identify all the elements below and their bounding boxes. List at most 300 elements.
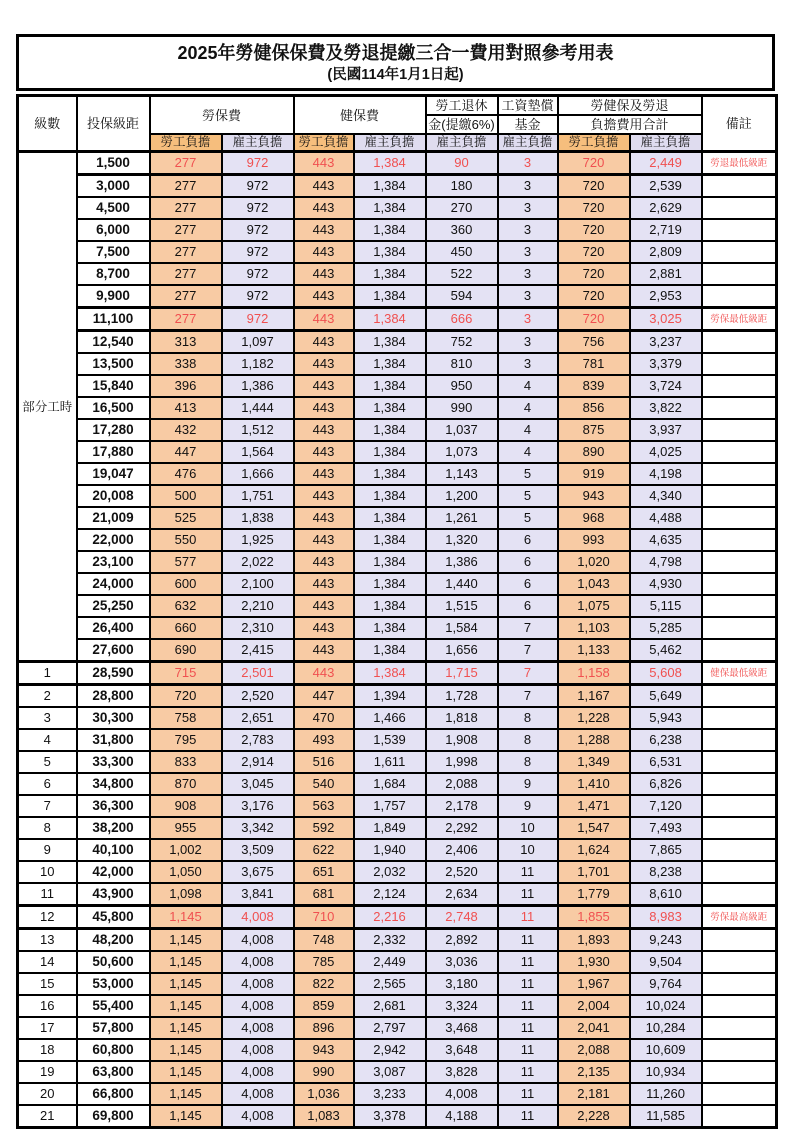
wage-fund-cell: 11 <box>498 883 558 906</box>
health-employer-cell: 1,384 <box>354 241 426 263</box>
health-employer-cell: 1,757 <box>354 795 426 817</box>
bracket-cell: 24,000 <box>77 573 150 595</box>
table-row <box>18 861 777 883</box>
labor-employer-cell: 3,841 <box>222 883 294 906</box>
pension-employer-cell: 2,634 <box>426 883 498 906</box>
health-employee-cell: 443 <box>294 285 354 308</box>
table-row <box>18 817 777 839</box>
total-employee-cell: 2,088 <box>558 1039 630 1061</box>
note-cell <box>702 175 777 198</box>
note-cell <box>702 1061 777 1083</box>
labor-employee-cell: 600 <box>150 573 222 595</box>
pension-employer-cell: 2,292 <box>426 817 498 839</box>
table-row <box>18 197 777 219</box>
health-employer-cell: 2,449 <box>354 951 426 973</box>
labor-employer-cell: 1,512 <box>222 419 294 441</box>
bracket-cell: 28,800 <box>77 685 150 708</box>
labor-employee-cell: 500 <box>150 485 222 507</box>
wage-fund-cell: 3 <box>498 175 558 198</box>
total-employer-cell: 4,635 <box>630 529 702 551</box>
bracket-cell: 60,800 <box>77 1039 150 1061</box>
health-employee-cell: 443 <box>294 617 354 639</box>
total-employer-cell: 6,826 <box>630 773 702 795</box>
labor-employee-cell: 338 <box>150 353 222 375</box>
health-employee-cell: 443 <box>294 507 354 529</box>
level-cell: 13 <box>18 929 77 952</box>
health-employer-cell: 1,384 <box>354 285 426 308</box>
health-employee-cell: 748 <box>294 929 354 952</box>
note-cell <box>702 839 777 861</box>
health-employer-cell: 2,797 <box>354 1017 426 1039</box>
labor-employer-cell: 4,008 <box>222 973 294 995</box>
labor-employee-cell: 1,145 <box>150 973 222 995</box>
labor-employee-cell: 1,145 <box>150 995 222 1017</box>
wage-fund-cell: 8 <box>498 707 558 729</box>
health-employee-cell: 563 <box>294 795 354 817</box>
note-cell <box>702 419 777 441</box>
labor-employer-cell: 2,651 <box>222 707 294 729</box>
bracket-cell: 9,900 <box>77 285 150 308</box>
labor-employer-cell: 1,925 <box>222 529 294 551</box>
table-row <box>18 241 777 263</box>
total-employee-cell: 1,158 <box>558 662 630 685</box>
labor-employee-cell: 277 <box>150 219 222 241</box>
wage-fund-cell: 6 <box>498 573 558 595</box>
labor-employee-cell: 632 <box>150 595 222 617</box>
health-employer-cell: 1,384 <box>354 617 426 639</box>
total-employee-cell: 2,004 <box>558 995 630 1017</box>
bracket-cell: 17,880 <box>77 441 150 463</box>
total-employee-cell: 720 <box>558 285 630 308</box>
total-employee-cell: 1,043 <box>558 573 630 595</box>
total-employer-cell: 4,798 <box>630 551 702 573</box>
note-cell <box>702 573 777 595</box>
total-employer-cell: 4,198 <box>630 463 702 485</box>
pension-employer-cell: 752 <box>426 331 498 354</box>
labor-employer-cell: 1,666 <box>222 463 294 485</box>
pension-employer-cell: 4,008 <box>426 1083 498 1105</box>
labor-employer-cell: 3,045 <box>222 773 294 795</box>
note-cell <box>702 285 777 308</box>
health-employer-cell: 2,942 <box>354 1039 426 1061</box>
health-employer-cell: 2,681 <box>354 995 426 1017</box>
labor-employer-cell: 1,444 <box>222 397 294 419</box>
table-row <box>18 639 777 662</box>
bracket-cell: 8,700 <box>77 263 150 285</box>
note-cell <box>702 595 777 617</box>
pension-employer-cell: 2,520 <box>426 861 498 883</box>
note-cell <box>702 441 777 463</box>
table-row <box>18 662 777 685</box>
table-row <box>18 729 777 751</box>
table-row <box>18 929 777 952</box>
bracket-cell: 66,800 <box>77 1083 150 1105</box>
table-row <box>18 375 777 397</box>
health-employee-cell: 443 <box>294 353 354 375</box>
labor-employer-cell: 3,342 <box>222 817 294 839</box>
bracket-cell: 31,800 <box>77 729 150 751</box>
labor-employee-cell: 1,002 <box>150 839 222 861</box>
table-row <box>18 1105 777 1128</box>
health-employer-cell: 3,087 <box>354 1061 426 1083</box>
note-cell: 勞退最低級距 <box>702 152 777 175</box>
bracket-cell: 55,400 <box>77 995 150 1017</box>
health-employer-cell: 1,384 <box>354 639 426 662</box>
labor-employee-cell: 396 <box>150 375 222 397</box>
wage-fund-cell: 3 <box>498 152 558 175</box>
labor-employer-cell: 972 <box>222 152 294 175</box>
table-row <box>18 551 777 573</box>
labor-employee-cell: 690 <box>150 639 222 662</box>
total-employee-cell: 943 <box>558 485 630 507</box>
total-employee-cell: 1,103 <box>558 617 630 639</box>
total-employee-cell: 968 <box>558 507 630 529</box>
labor-employer-cell: 2,022 <box>222 551 294 573</box>
health-employee-cell: 443 <box>294 573 354 595</box>
bracket-cell: 11,100 <box>77 308 150 331</box>
table-row <box>18 1083 777 1105</box>
health-employee-cell: 443 <box>294 397 354 419</box>
table-row <box>18 973 777 995</box>
total-employee-cell: 1,547 <box>558 817 630 839</box>
note-cell <box>702 507 777 529</box>
labor-employer-cell: 4,008 <box>222 1061 294 1083</box>
labor-employer-cell: 4,008 <box>222 951 294 973</box>
health-employee-cell: 443 <box>294 595 354 617</box>
pension-employer-cell: 522 <box>426 263 498 285</box>
total-employee-cell: 856 <box>558 397 630 419</box>
col-header-level: 級數 <box>18 96 77 152</box>
note-cell <box>702 529 777 551</box>
table-row <box>18 441 777 463</box>
bracket-cell: 50,600 <box>77 951 150 973</box>
note-cell <box>702 639 777 662</box>
total-employee-cell: 720 <box>558 241 630 263</box>
note-cell <box>702 241 777 263</box>
total-employer-cell: 11,585 <box>630 1105 702 1128</box>
total-employee-cell: 1,288 <box>558 729 630 751</box>
total-employee-cell: 720 <box>558 152 630 175</box>
reference-sheet <box>16 34 775 1129</box>
labor-employer-cell: 4,008 <box>222 1039 294 1061</box>
wage-fund-cell: 3 <box>498 219 558 241</box>
level-cell: 2 <box>18 685 77 708</box>
note-cell <box>702 685 777 708</box>
wage-fund-cell: 5 <box>498 485 558 507</box>
total-employee-cell: 2,135 <box>558 1061 630 1083</box>
table-body <box>18 152 777 1128</box>
health-employee-cell: 540 <box>294 773 354 795</box>
col-header-note: 備註 <box>702 96 777 152</box>
table-row <box>18 595 777 617</box>
level-cell: 12 <box>18 906 77 929</box>
wage-fund-cell: 3 <box>498 241 558 263</box>
labor-employee-cell: 1,145 <box>150 1105 222 1128</box>
health-employer-cell: 1,384 <box>354 441 426 463</box>
total-employer-cell: 10,284 <box>630 1017 702 1039</box>
labor-employee-cell: 277 <box>150 285 222 308</box>
health-employer-cell: 1,384 <box>354 485 426 507</box>
subheader-health-employee: 勞工負擔 <box>294 134 354 152</box>
pension-employer-cell: 1,818 <box>426 707 498 729</box>
wage-fund-cell: 3 <box>498 285 558 308</box>
labor-employee-cell: 1,145 <box>150 1039 222 1061</box>
table-row <box>18 419 777 441</box>
bracket-cell: 16,500 <box>77 397 150 419</box>
bracket-cell: 15,840 <box>77 375 150 397</box>
labor-employee-cell: 758 <box>150 707 222 729</box>
labor-employee-cell: 1,145 <box>150 929 222 952</box>
level-cell: 17 <box>18 1017 77 1039</box>
labor-employer-cell: 1,838 <box>222 507 294 529</box>
wage-fund-cell: 5 <box>498 463 558 485</box>
total-employee-cell: 720 <box>558 175 630 198</box>
table-row <box>18 1061 777 1083</box>
page-subtitle: (民國114年1月1日起) <box>327 67 464 83</box>
pension-employer-cell: 1,584 <box>426 617 498 639</box>
wage-fund-cell: 4 <box>498 419 558 441</box>
table-row <box>18 795 777 817</box>
health-employer-cell: 1,384 <box>354 175 426 198</box>
subheader-pension-employer: 雇主負擔 <box>426 134 498 152</box>
level-cell: 5 <box>18 751 77 773</box>
bracket-cell: 21,009 <box>77 507 150 529</box>
bracket-cell: 36,300 <box>77 795 150 817</box>
pension-employer-cell: 2,406 <box>426 839 498 861</box>
health-employer-cell: 1,384 <box>354 551 426 573</box>
health-employer-cell: 1,384 <box>354 331 426 354</box>
subheader-labor-employee: 勞工負擔 <box>150 134 222 152</box>
bracket-cell: 26,400 <box>77 617 150 639</box>
level-cell: 20 <box>18 1083 77 1105</box>
health-employer-cell: 1,384 <box>354 397 426 419</box>
health-employee-cell: 493 <box>294 729 354 751</box>
labor-employer-cell: 2,310 <box>222 617 294 639</box>
table-row <box>18 219 777 241</box>
wage-fund-cell: 11 <box>498 1017 558 1039</box>
pension-employer-cell: 3,036 <box>426 951 498 973</box>
total-employer-cell: 9,243 <box>630 929 702 952</box>
total-employer-cell: 8,238 <box>630 861 702 883</box>
total-employee-cell: 1,410 <box>558 773 630 795</box>
labor-employer-cell: 1,182 <box>222 353 294 375</box>
subheader-wage-employer: 雇主負擔 <box>498 134 558 152</box>
total-employee-cell: 1,133 <box>558 639 630 662</box>
health-employee-cell: 943 <box>294 1039 354 1061</box>
health-employer-cell: 1,384 <box>354 507 426 529</box>
level-cell: 3 <box>18 707 77 729</box>
pension-employer-cell: 810 <box>426 353 498 375</box>
total-employer-cell: 3,237 <box>630 331 702 354</box>
health-employer-cell: 1,384 <box>354 662 426 685</box>
health-employee-cell: 443 <box>294 308 354 331</box>
pension-employer-cell: 3,648 <box>426 1039 498 1061</box>
note-cell <box>702 353 777 375</box>
labor-employer-cell: 2,520 <box>222 685 294 708</box>
total-employer-cell: 11,260 <box>630 1083 702 1105</box>
wage-fund-cell: 6 <box>498 595 558 617</box>
table-row <box>18 529 777 551</box>
health-employee-cell: 681 <box>294 883 354 906</box>
labor-employer-cell: 972 <box>222 308 294 331</box>
total-employer-cell: 2,539 <box>630 175 702 198</box>
pension-employer-cell: 1,073 <box>426 441 498 463</box>
table-row <box>18 617 777 639</box>
bracket-cell: 20,008 <box>77 485 150 507</box>
subheader-labor-employer: 雇主負擔 <box>222 134 294 152</box>
total-employee-cell: 1,855 <box>558 906 630 929</box>
total-employee-cell: 1,624 <box>558 839 630 861</box>
col-header-pension-line1: 勞工退休 <box>426 96 498 116</box>
health-employer-cell: 2,216 <box>354 906 426 929</box>
col-header-wage-fund-line2: 基金 <box>498 115 558 134</box>
labor-employee-cell: 313 <box>150 331 222 354</box>
level-cell: 8 <box>18 817 77 839</box>
wage-fund-cell: 9 <box>498 773 558 795</box>
health-employer-cell: 2,332 <box>354 929 426 952</box>
total-employer-cell: 5,285 <box>630 617 702 639</box>
table-row <box>18 175 777 198</box>
pension-employer-cell: 1,037 <box>426 419 498 441</box>
note-cell <box>702 795 777 817</box>
labor-employee-cell: 1,098 <box>150 883 222 906</box>
pension-employer-cell: 2,892 <box>426 929 498 952</box>
labor-employee-cell: 870 <box>150 773 222 795</box>
pension-employer-cell: 2,088 <box>426 773 498 795</box>
health-employee-cell: 443 <box>294 662 354 685</box>
pension-employer-cell: 1,261 <box>426 507 498 529</box>
bracket-cell: 57,800 <box>77 1017 150 1039</box>
health-employee-cell: 443 <box>294 551 354 573</box>
level-cell: 6 <box>18 773 77 795</box>
total-employer-cell: 4,025 <box>630 441 702 463</box>
bracket-cell: 40,100 <box>77 839 150 861</box>
bracket-cell: 1,500 <box>77 152 150 175</box>
total-employer-cell: 10,609 <box>630 1039 702 1061</box>
health-employee-cell: 651 <box>294 861 354 883</box>
total-employer-cell: 2,629 <box>630 197 702 219</box>
pension-employer-cell: 3,324 <box>426 995 498 1017</box>
health-employee-cell: 622 <box>294 839 354 861</box>
wage-fund-cell: 5 <box>498 507 558 529</box>
note-cell <box>702 485 777 507</box>
total-employee-cell: 1,701 <box>558 861 630 883</box>
note-cell <box>702 995 777 1017</box>
health-employer-cell: 1,384 <box>354 595 426 617</box>
table-row <box>18 397 777 419</box>
labor-employer-cell: 2,210 <box>222 595 294 617</box>
labor-employer-cell: 2,415 <box>222 639 294 662</box>
wage-fund-cell: 6 <box>498 551 558 573</box>
labor-employee-cell: 720 <box>150 685 222 708</box>
wage-fund-cell: 10 <box>498 839 558 861</box>
health-employee-cell: 896 <box>294 1017 354 1039</box>
level-cell: 15 <box>18 973 77 995</box>
note-cell <box>702 929 777 952</box>
health-employee-cell: 443 <box>294 639 354 662</box>
bracket-cell: 33,300 <box>77 751 150 773</box>
labor-employee-cell: 795 <box>150 729 222 751</box>
total-employer-cell: 5,608 <box>630 662 702 685</box>
note-cell <box>702 1083 777 1105</box>
total-employer-cell: 3,724 <box>630 375 702 397</box>
health-employee-cell: 443 <box>294 175 354 198</box>
note-cell: 健保最低級距 <box>702 662 777 685</box>
total-employer-cell: 7,865 <box>630 839 702 861</box>
labor-employee-cell: 277 <box>150 263 222 285</box>
pension-employer-cell: 1,200 <box>426 485 498 507</box>
health-employer-cell: 1,849 <box>354 817 426 839</box>
table-row <box>18 707 777 729</box>
level-cell: 19 <box>18 1061 77 1083</box>
pension-employer-cell: 1,728 <box>426 685 498 708</box>
pension-employer-cell: 666 <box>426 308 498 331</box>
total-employee-cell: 1,893 <box>558 929 630 952</box>
labor-employer-cell: 972 <box>222 175 294 198</box>
wage-fund-cell: 6 <box>498 529 558 551</box>
col-header-total-line2: 負擔費用合計 <box>558 115 702 134</box>
total-employee-cell: 1,167 <box>558 685 630 708</box>
health-employer-cell: 1,384 <box>354 353 426 375</box>
table-row <box>18 951 777 973</box>
labor-employee-cell: 447 <box>150 441 222 463</box>
level-cell: 9 <box>18 839 77 861</box>
total-employee-cell: 1,349 <box>558 751 630 773</box>
pension-employer-cell: 1,998 <box>426 751 498 773</box>
bracket-cell: 19,047 <box>77 463 150 485</box>
col-header-wage-fund-line1: 工資墊償 <box>498 96 558 116</box>
col-header-pension-line2: 金(提繳6%) <box>426 115 498 134</box>
wage-fund-cell: 3 <box>498 331 558 354</box>
bracket-cell: 4,500 <box>77 197 150 219</box>
labor-employer-cell: 4,008 <box>222 1105 294 1128</box>
total-employer-cell: 7,120 <box>630 795 702 817</box>
labor-employee-cell: 1,050 <box>150 861 222 883</box>
health-employer-cell: 1,384 <box>354 263 426 285</box>
pension-employer-cell: 360 <box>426 219 498 241</box>
wage-fund-cell: 11 <box>498 951 558 973</box>
labor-employer-cell: 972 <box>222 285 294 308</box>
labor-employer-cell: 3,176 <box>222 795 294 817</box>
health-employee-cell: 470 <box>294 707 354 729</box>
total-employer-cell: 5,462 <box>630 639 702 662</box>
col-header-bracket: 投保級距 <box>77 96 150 152</box>
bracket-cell: 22,000 <box>77 529 150 551</box>
total-employee-cell: 720 <box>558 219 630 241</box>
labor-employee-cell: 413 <box>150 397 222 419</box>
wage-fund-cell: 7 <box>498 662 558 685</box>
labor-employee-cell: 1,145 <box>150 1017 222 1039</box>
wage-fund-cell: 11 <box>498 1083 558 1105</box>
note-cell: 勞保最低級距 <box>702 308 777 331</box>
health-employee-cell: 447 <box>294 685 354 708</box>
bracket-cell: 6,000 <box>77 219 150 241</box>
health-employee-cell: 990 <box>294 1061 354 1083</box>
total-employer-cell: 10,024 <box>630 995 702 1017</box>
bracket-cell: 23,100 <box>77 551 150 573</box>
health-employee-cell: 859 <box>294 995 354 1017</box>
wage-fund-cell: 9 <box>498 795 558 817</box>
labor-employer-cell: 4,008 <box>222 1083 294 1105</box>
labor-employer-cell: 1,386 <box>222 375 294 397</box>
note-cell <box>702 883 777 906</box>
health-employer-cell: 1,394 <box>354 685 426 708</box>
level-cell: 11 <box>18 883 77 906</box>
health-employee-cell: 443 <box>294 375 354 397</box>
total-employer-cell: 8,610 <box>630 883 702 906</box>
wage-fund-cell: 11 <box>498 861 558 883</box>
wage-fund-cell: 11 <box>498 995 558 1017</box>
